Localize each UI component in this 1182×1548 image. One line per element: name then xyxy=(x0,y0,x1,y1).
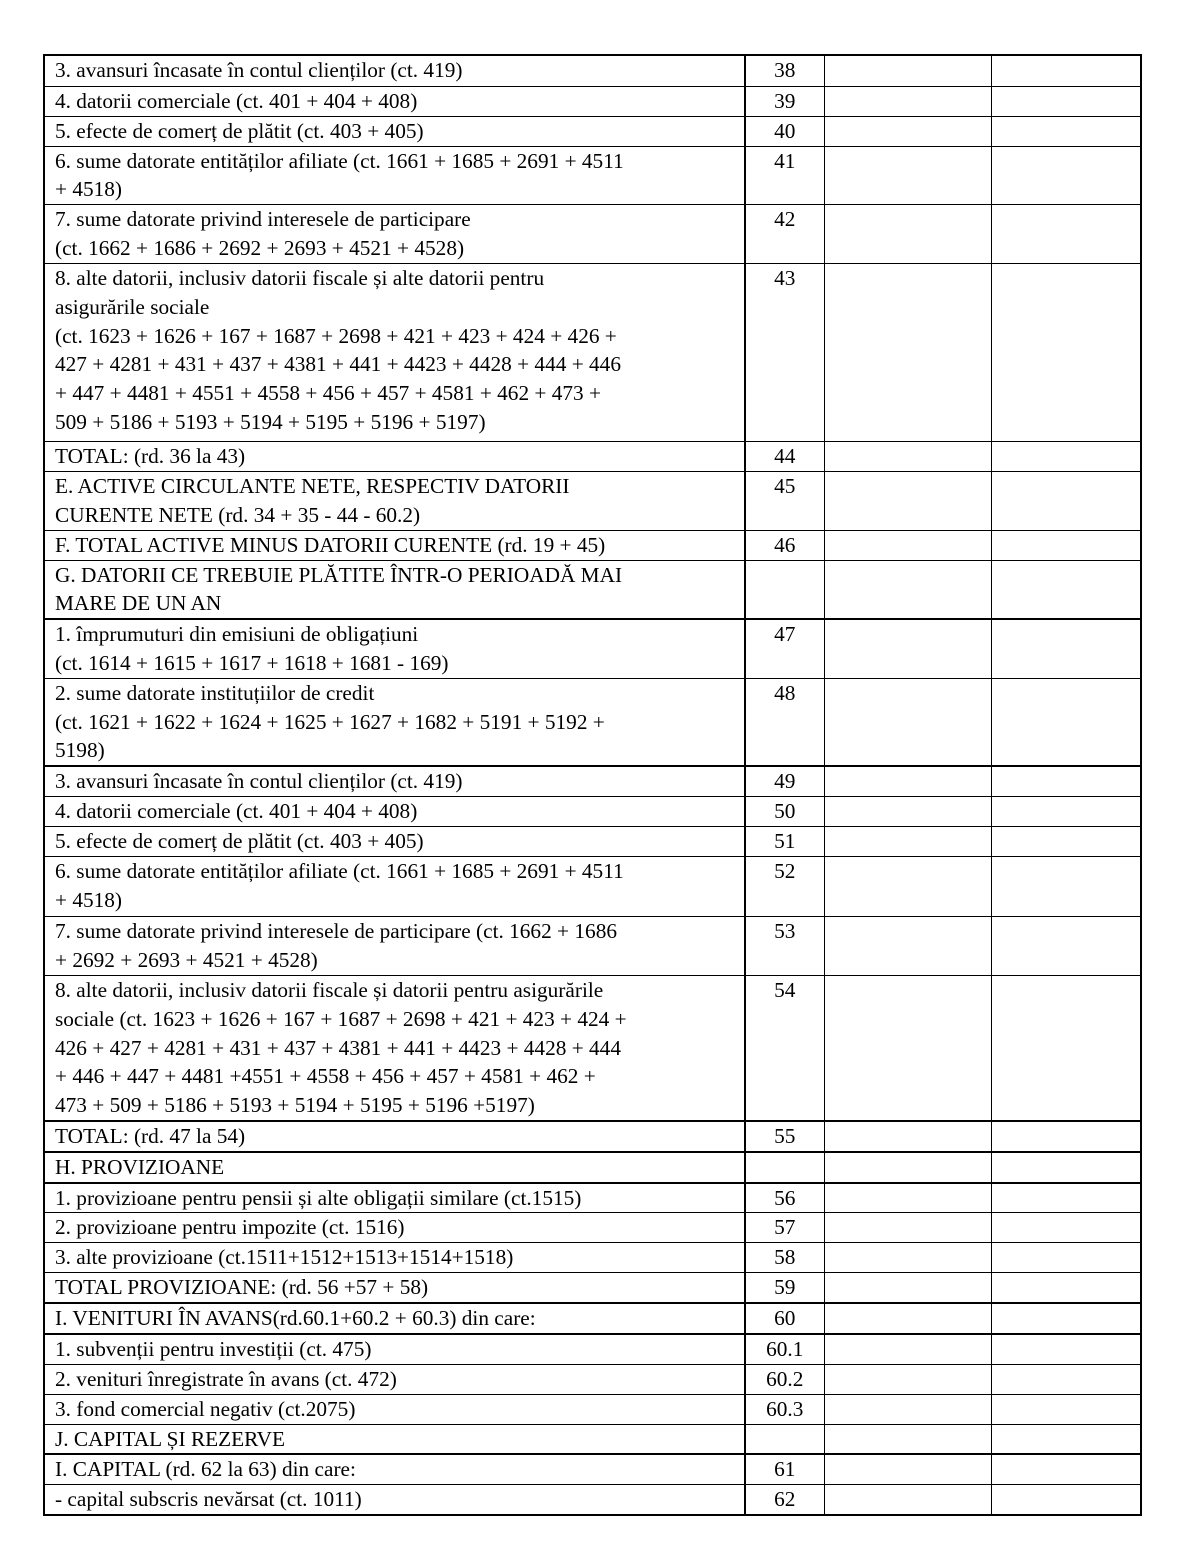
row-number xyxy=(745,560,824,619)
value-cell-previous[interactable] xyxy=(824,857,991,917)
value-cell-current[interactable] xyxy=(991,1183,1141,1213)
row-label: I. CAPITAL (rd. 62 la 63) din care: xyxy=(44,1454,745,1484)
row-label: 4. datorii comerciale (ct. 401 + 404 + 408) xyxy=(44,797,745,827)
row-number: 49 xyxy=(745,766,824,796)
value-cell-current[interactable] xyxy=(991,1424,1141,1454)
value-cell-previous[interactable] xyxy=(824,678,991,766)
row-number: 50 xyxy=(745,797,824,827)
row-number: 54 xyxy=(745,976,824,1121)
value-cell-current[interactable] xyxy=(991,678,1141,766)
row-number: 56 xyxy=(745,1183,824,1213)
row-label: 4. datorii comerciale (ct. 401 + 404 + 408) xyxy=(44,86,745,116)
row-label: G. DATORII CE TREBUIE PLĂTITE ÎNTR-O PERIOADĂ MAI MARE DE UN AN xyxy=(44,560,745,619)
table-row xyxy=(44,1485,1141,1515)
row-number: 51 xyxy=(745,827,824,857)
row-label: 6. sume datorate entităților afiliate (ct. 1661 + 1685 + 2691 + 4511 + 4518) xyxy=(44,146,745,205)
table-row xyxy=(44,1273,1141,1303)
balance-sheet-body xyxy=(44,55,1141,1515)
row-number: 53 xyxy=(745,917,824,976)
row-number: 61 xyxy=(745,1454,824,1484)
value-cell-previous[interactable] xyxy=(824,116,991,146)
value-cell-current[interactable] xyxy=(991,619,1141,678)
value-cell-current[interactable] xyxy=(991,86,1141,116)
row-number: 59 xyxy=(745,1273,824,1303)
table-row xyxy=(44,1334,1141,1364)
table-row xyxy=(44,1183,1141,1213)
row-number xyxy=(745,1424,824,1454)
value-cell-current[interactable] xyxy=(991,264,1141,442)
value-cell-previous[interactable] xyxy=(824,86,991,116)
value-cell-current[interactable] xyxy=(991,1121,1141,1152)
value-cell-current[interactable] xyxy=(991,827,1141,857)
value-cell-previous[interactable] xyxy=(824,1364,991,1394)
table-row xyxy=(44,857,1141,917)
value-cell-current[interactable] xyxy=(991,1213,1141,1243)
row-label: TOTAL: (rd. 47 la 54) xyxy=(44,1121,745,1152)
table-row xyxy=(44,766,1141,796)
table-row xyxy=(44,560,1141,619)
row-number xyxy=(745,1152,824,1183)
value-cell-current[interactable] xyxy=(991,1485,1141,1515)
value-cell-previous[interactable] xyxy=(824,976,991,1121)
value-cell-current[interactable] xyxy=(991,1364,1141,1394)
row-label: 1. provizioane pentru pensii și alte obligații similare (ct.1515) xyxy=(44,1183,745,1213)
row-label: 5. efecte de comerț de plătit (ct. 403 + 405) xyxy=(44,827,745,857)
value-cell-current[interactable] xyxy=(991,55,1141,86)
table-row xyxy=(44,917,1141,976)
row-number: 42 xyxy=(745,205,824,264)
value-cell-current[interactable] xyxy=(991,530,1141,560)
value-cell-current[interactable] xyxy=(991,472,1141,531)
value-cell-previous[interactable] xyxy=(824,766,991,796)
row-number: 39 xyxy=(745,86,824,116)
row-label: 3. alte provizioane (ct.1511+1512+1513+1514+1518) xyxy=(44,1243,745,1273)
table-row xyxy=(44,976,1141,1121)
row-label: H. PROVIZIOANE xyxy=(44,1152,745,1183)
row-label: 2. venituri înregistrate în avans (ct. 472) xyxy=(44,1364,745,1394)
value-cell-current[interactable] xyxy=(991,1454,1141,1484)
value-cell-previous[interactable] xyxy=(824,1454,991,1484)
table-row xyxy=(44,619,1141,678)
row-number: 58 xyxy=(745,1243,824,1273)
value-cell-previous[interactable] xyxy=(824,264,991,442)
row-number: 45 xyxy=(745,472,824,531)
row-label: 8. alte datorii, inclusiv datorii fiscale și datorii pentru asigurările sociale (ct. 1623 + 1626 + 167 + 1687 + 2698 + 421 + 423 + 424 + 426 + 427 + 4281 + 431 + 437 + 4381 + 441 + 4423 + 4428 + 444 + 446 + 447 + 4481 +4551 + 4558 + 456 + 457 + 4581 + 462 + 473 + 509 + 5186 + 5193 + 5194 + 5195 + 5196 +5197) xyxy=(44,976,745,1121)
row-number: 41 xyxy=(745,146,824,205)
row-label: 7. sume datorate privind interesele de participare (ct. 1662 + 1686 + 2692 + 2693 + 4521 + 4528) xyxy=(44,205,745,264)
value-cell-current[interactable] xyxy=(991,1394,1141,1424)
row-number: 40 xyxy=(745,116,824,146)
value-cell-previous[interactable] xyxy=(824,1243,991,1273)
value-cell-current[interactable] xyxy=(991,116,1141,146)
table-row xyxy=(44,1121,1141,1152)
value-cell-current[interactable] xyxy=(991,205,1141,264)
value-cell-previous[interactable] xyxy=(824,1424,991,1454)
table-row xyxy=(44,116,1141,146)
row-label: 3. avansuri încasate în contul clienților (ct. 419) xyxy=(44,55,745,86)
table-row xyxy=(44,1213,1141,1243)
row-number: 55 xyxy=(745,1121,824,1152)
balance-sheet-table xyxy=(43,54,1142,1516)
row-number: 47 xyxy=(745,619,824,678)
row-number: 46 xyxy=(745,530,824,560)
value-cell-previous[interactable] xyxy=(824,619,991,678)
row-label: 2. provizioane pentru impozite (ct. 1516) xyxy=(44,1213,745,1243)
row-label: - capital subscris nevărsat (ct. 1011) xyxy=(44,1485,745,1515)
row-label: 8. alte datorii, inclusiv datorii fiscale și alte datorii pentru asigurările sociale (ct. 1623 + 1626 + 167 + 1687 + 2698 + 421 + 423 + 424 + 426 + 427 + 4281 + 431 + 437 + 4381 + 441 + 4423 + 4428 + 444 + 446 + 447 + 4481 + 4551 + 4558 + 456 + 457 + 4581 + 462 + 473 + 509 + 5186 + 5193 + 5194 + 5195 + 5196 + 5197) xyxy=(44,264,745,442)
table-row xyxy=(44,86,1141,116)
value-cell-current[interactable] xyxy=(991,442,1141,472)
row-number: 60.1 xyxy=(745,1334,824,1364)
value-cell-previous[interactable] xyxy=(824,1485,991,1515)
value-cell-current[interactable] xyxy=(991,1152,1141,1183)
value-cell-current[interactable] xyxy=(991,1303,1141,1334)
table-row xyxy=(44,472,1141,531)
table-row xyxy=(44,55,1141,86)
row-label: 7. sume datorate privind interesele de participare (ct. 1662 + 1686 + 2692 + 2693 + 4521 + 4528) xyxy=(44,917,745,976)
table-row xyxy=(44,797,1141,827)
row-label: E. ACTIVE CIRCULANTE NETE, RESPECTIV DATORII CURENTE NETE (rd. 34 + 35 - 44 - 60.2) xyxy=(44,472,745,531)
value-cell-previous[interactable] xyxy=(824,442,991,472)
value-cell-previous[interactable] xyxy=(824,1273,991,1303)
table-row xyxy=(44,1152,1141,1183)
table-row xyxy=(44,1243,1141,1273)
table-row xyxy=(44,1424,1141,1454)
row-number: 60 xyxy=(745,1303,824,1334)
value-cell-current[interactable] xyxy=(991,766,1141,796)
value-cell-previous[interactable] xyxy=(824,1152,991,1183)
row-label: 6. sume datorate entităților afiliate (ct. 1661 + 1685 + 2691 + 4511 + 4518) xyxy=(44,857,745,917)
row-label: 1. subvenții pentru investiții (ct. 475) xyxy=(44,1334,745,1364)
value-cell-current[interactable] xyxy=(991,1273,1141,1303)
value-cell-previous[interactable] xyxy=(824,560,991,619)
value-cell-previous[interactable] xyxy=(824,472,991,531)
table-row xyxy=(44,146,1141,205)
value-cell-current[interactable] xyxy=(991,976,1141,1121)
row-number: 57 xyxy=(745,1213,824,1243)
value-cell-previous[interactable] xyxy=(824,1394,991,1424)
row-number: 48 xyxy=(745,678,824,766)
table-row xyxy=(44,442,1141,472)
value-cell-current[interactable] xyxy=(991,857,1141,917)
row-number: 52 xyxy=(745,857,824,917)
value-cell-previous[interactable] xyxy=(824,1334,991,1364)
value-cell-previous[interactable] xyxy=(824,917,991,976)
value-cell-previous[interactable] xyxy=(824,530,991,560)
row-number: 43 xyxy=(745,264,824,442)
value-cell-current[interactable] xyxy=(991,146,1141,205)
value-cell-current[interactable] xyxy=(991,797,1141,827)
value-cell-current[interactable] xyxy=(991,560,1141,619)
row-number: 62 xyxy=(745,1485,824,1515)
row-label: 3. avansuri încasate în contul clienților (ct. 419) xyxy=(44,766,745,796)
value-cell-current[interactable] xyxy=(991,1334,1141,1364)
value-cell-previous[interactable] xyxy=(824,1183,991,1213)
value-cell-previous[interactable] xyxy=(824,1213,991,1243)
table-row xyxy=(44,827,1141,857)
table-row xyxy=(44,678,1141,766)
row-label: 2. sume datorate instituțiilor de credit (ct. 1621 + 1622 + 1624 + 1625 + 1627 + 1682 + 5191 + 5192 + 5198) xyxy=(44,678,745,766)
row-label: J. CAPITAL ȘI REZERVE xyxy=(44,1424,745,1454)
table-row xyxy=(44,530,1141,560)
value-cell-previous[interactable] xyxy=(824,1121,991,1152)
row-label: I. VENITURI ÎN AVANS(rd.60.1+60.2 + 60.3) din care: xyxy=(44,1303,745,1334)
row-number: 44 xyxy=(745,442,824,472)
row-number: 60.2 xyxy=(745,1364,824,1394)
table-row xyxy=(44,205,1141,264)
value-cell-current[interactable] xyxy=(991,917,1141,976)
row-label: TOTAL: (rd. 36 la 43) xyxy=(44,442,745,472)
value-cell-previous[interactable] xyxy=(824,1303,991,1334)
table-row xyxy=(44,1303,1141,1334)
value-cell-previous[interactable] xyxy=(824,55,991,86)
row-label: 5. efecte de comerț de plătit (ct. 403 + 405) xyxy=(44,116,745,146)
row-number: 38 xyxy=(745,55,824,86)
row-number: 60.3 xyxy=(745,1394,824,1424)
table-row xyxy=(44,1454,1141,1484)
value-cell-previous[interactable] xyxy=(824,205,991,264)
row-label: TOTAL PROVIZIOANE: (rd. 56 +57 + 58) xyxy=(44,1273,745,1303)
row-label: F. TOTAL ACTIVE MINUS DATORII CURENTE (rd. 19 + 45) xyxy=(44,530,745,560)
value-cell-previous[interactable] xyxy=(824,146,991,205)
table-row xyxy=(44,1364,1141,1394)
table-row xyxy=(44,264,1141,442)
row-label: 3. fond comercial negativ (ct.2075) xyxy=(44,1394,745,1424)
table-row xyxy=(44,1394,1141,1424)
value-cell-previous[interactable] xyxy=(824,827,991,857)
value-cell-current[interactable] xyxy=(991,1243,1141,1273)
value-cell-previous[interactable] xyxy=(824,797,991,827)
row-label: 1. împrumuturi din emisiuni de obligațiuni (ct. 1614 + 1615 + 1617 + 1618 + 1681 - 169) xyxy=(44,619,745,678)
